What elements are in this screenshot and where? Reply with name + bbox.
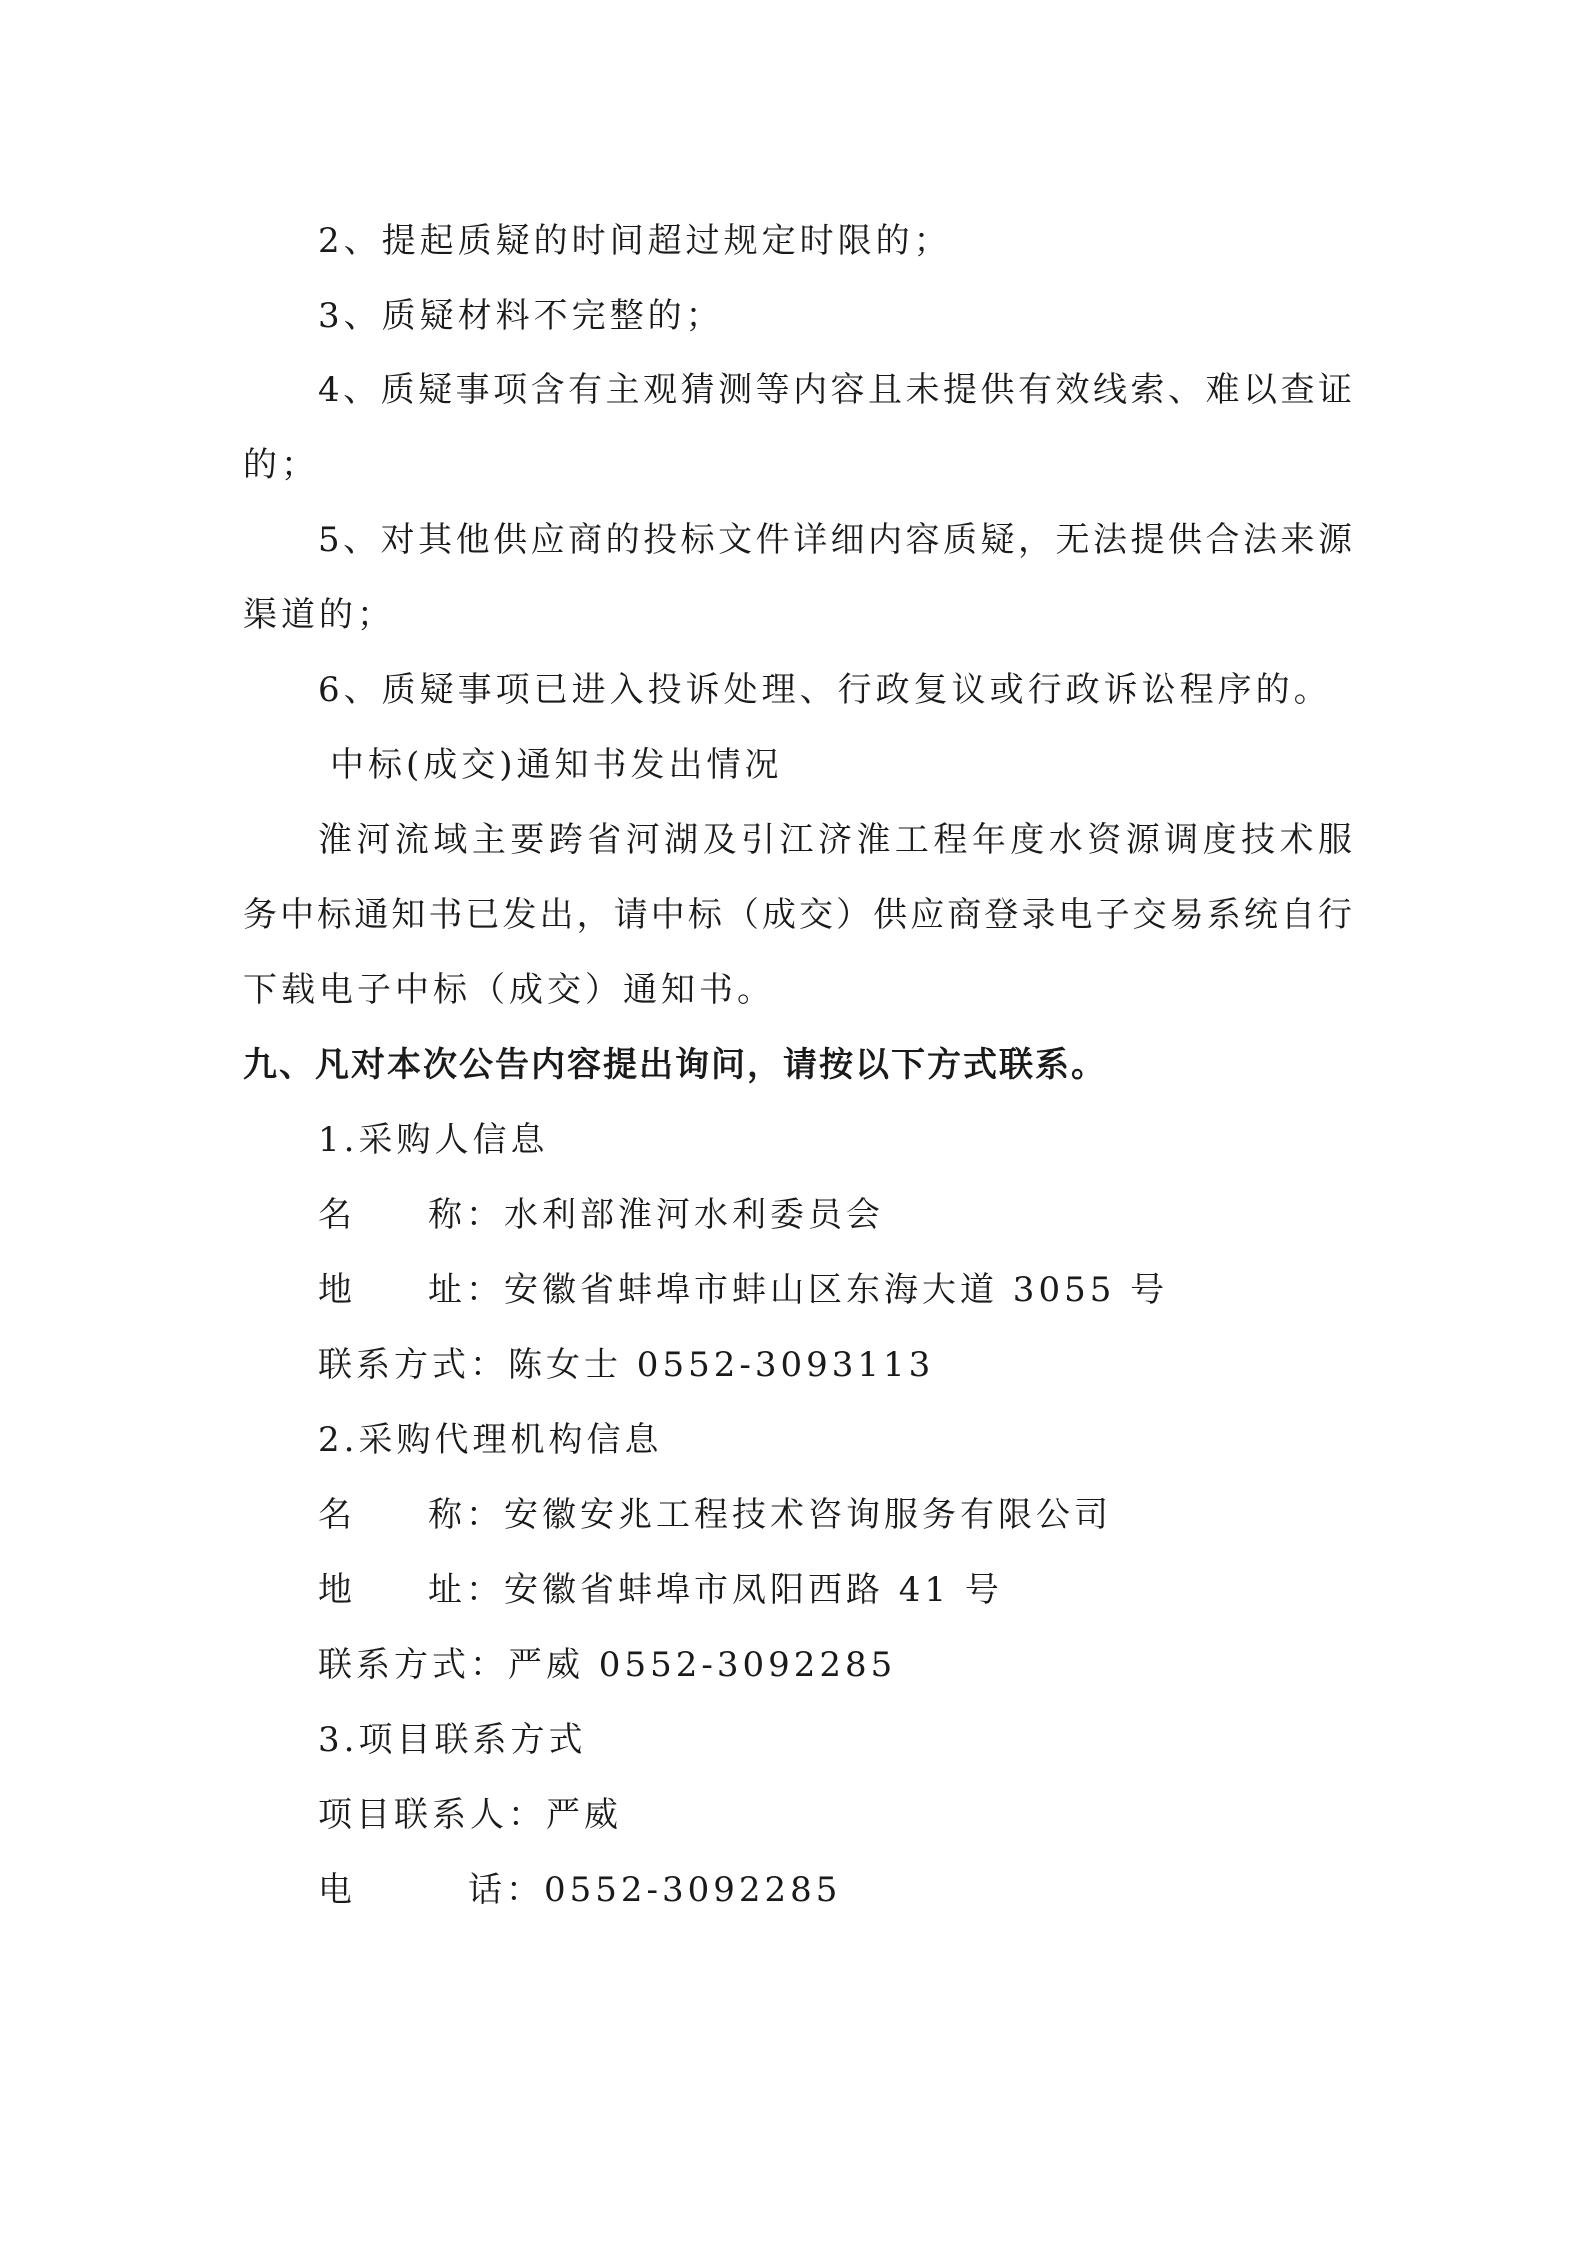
project-phone-row	[318, 1868, 841, 1912]
list-item-6: 6、质疑事项已进入投诉处理、行政复议或行政诉讼程序的。	[318, 670, 1332, 710]
notice-paragraph-line2: 务中标通知书已发出，请中标（成交）供应商登录电子交易系统自行	[243, 895, 1354, 935]
section-9-heading: 九、凡对本次公告内容提出询问，请按以下方式联系。	[243, 1045, 1107, 1085]
list-item-3: 3、质疑材料不完整的；	[318, 296, 724, 336]
notice-paragraph-line1: 淮河流域主要跨省河湖及引江济淮工程年度水资源调度技术服	[318, 820, 1354, 860]
purchaser-contact: 陈女士 0552-3093113	[508, 1345, 935, 1385]
list-item-4-line1: 4、质疑事项含有主观猜测等内容且未提供有效线索、难以查证	[318, 370, 1354, 410]
purchaser-title: 1.采购人信息	[318, 1120, 549, 1160]
agency-name: 安徽安兆工程技术咨询服务有限公司	[504, 1495, 1112, 1535]
agency-name-label-b: 称：	[428, 1495, 504, 1535]
purchaser-name-label-b: 称：	[428, 1195, 504, 1235]
purchaser-name: 水利部淮河水利委员会	[504, 1195, 884, 1235]
agency-name-row	[318, 1493, 1112, 1537]
notice-paragraph-line3: 下载电子中标（成交）通知书。	[243, 970, 775, 1010]
project-phone-label-a: 电	[318, 1870, 356, 1910]
list-item-5-line1: 5、对其他供应商的投标文件详细内容质疑，无法提供合法来源	[318, 520, 1354, 560]
purchaser-name-row	[318, 1193, 884, 1237]
purchaser-address-label-b: 址：	[428, 1270, 504, 1310]
project-title: 3.项目联系方式	[318, 1720, 587, 1760]
purchaser-name-label-a: 名	[318, 1195, 356, 1235]
purchaser-address-row	[318, 1268, 1168, 1312]
project-phone: 0552-3092285	[544, 1870, 842, 1910]
agency-address-label-b: 址：	[428, 1570, 504, 1610]
purchaser-address: 安徽省蚌埠市蚌山区东海大道 3055 号	[504, 1270, 1169, 1310]
project-person-row	[318, 1793, 622, 1837]
purchaser-contact-row	[318, 1343, 934, 1387]
purchaser-address-label-a: 地	[318, 1270, 356, 1310]
notice-title: 中标(成交)通知书发出情况	[330, 745, 783, 785]
project-person-label: 项目联系人：	[318, 1795, 546, 1835]
agency-title: 2.采购代理机构信息	[318, 1420, 663, 1460]
agency-address-row	[318, 1568, 1003, 1612]
agency-address-label-a: 地	[318, 1570, 356, 1610]
agency-contact-row	[318, 1643, 896, 1687]
project-phone-label-b: 话：	[468, 1870, 544, 1910]
agency-address: 安徽省蚌埠市凤阳西路 41 号	[504, 1570, 1003, 1610]
list-item-2: 2、提起质疑的时间超过规定时限的；	[318, 221, 952, 261]
agency-contact-label: 联系方式：	[318, 1645, 508, 1685]
list-item-4-line2: 的；	[243, 445, 319, 485]
purchaser-contact-label: 联系方式：	[318, 1345, 508, 1385]
project-person: 严威	[546, 1795, 622, 1835]
agency-contact: 严威 0552-3092285	[508, 1645, 897, 1685]
list-item-5-line2: 渠道的；	[243, 595, 395, 635]
agency-name-label-a: 名	[318, 1495, 356, 1535]
